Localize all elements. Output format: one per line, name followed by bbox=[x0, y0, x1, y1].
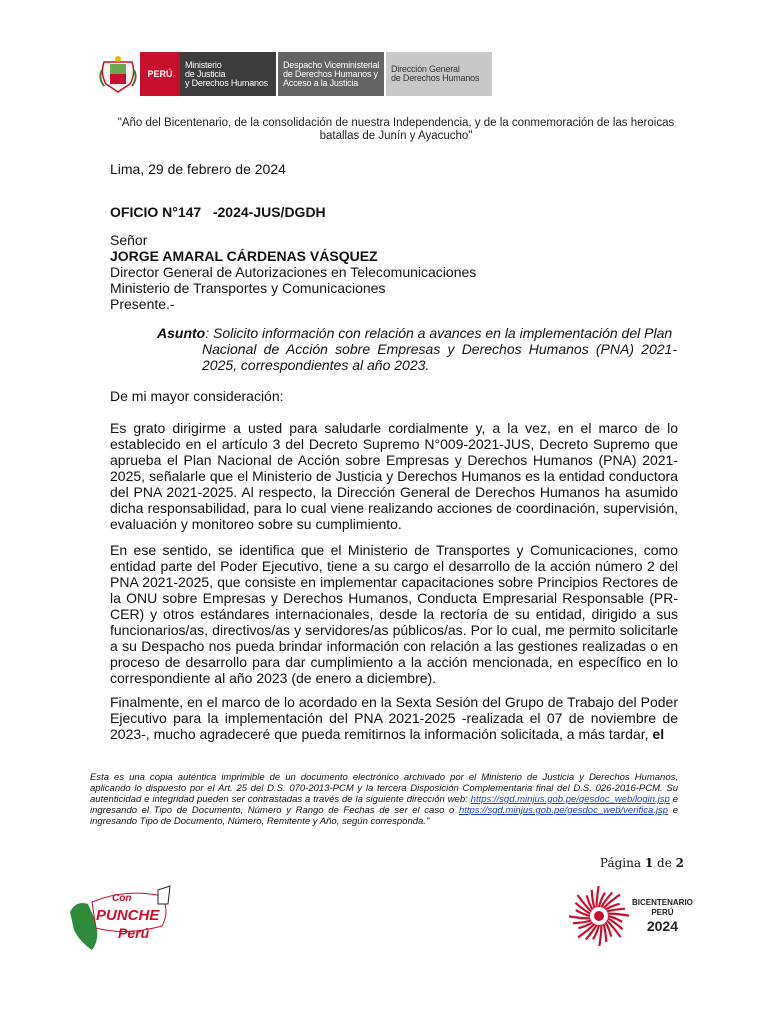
ministerio-line-3: y Derechos Humanos bbox=[185, 77, 268, 88]
authenticity-footnote bbox=[90, 772, 678, 827]
paragraph-1: Es grato dirigirme a usted para saludarle cordialmente y, a la vez, en el marco de lo establecido en el artículo 3 del Decreto Supremo N°009-2021-JUS, Decreto Supremo que aprueba el Plan Nacional de Acción sobre Empresas y Derechos Humanos (PNA) 2021-2025, señalarle que el Ministerio de Justicia y Derechos Humanos es la entidad conductora del PNA 2021-2025. Al respecto, la Dirección General de Derechos Humanos ha asumido dicha responsabilidad, para lo cual viene realizando acciones de coordinación, supervisión, evaluación y monitoreo sobre su cumplimiento. bbox=[110, 420, 678, 532]
swirl-ray bbox=[573, 921, 591, 924]
despacho-line-3: Acceso a la Justicia bbox=[283, 77, 359, 88]
salutation: Señor bbox=[110, 232, 148, 248]
bicentenario-year: 2024 bbox=[646, 918, 679, 934]
subject-label: Asunto bbox=[157, 325, 206, 341]
direccion-line-1: Dirección General bbox=[391, 64, 460, 74]
swirl-ray bbox=[604, 924, 607, 942]
bicentenario-logo bbox=[568, 880, 708, 952]
logo-punche: PUNCHE bbox=[96, 907, 160, 924]
despacho-block bbox=[278, 52, 384, 96]
direccion-block bbox=[386, 52, 492, 96]
direccion-line-2: de Derechos Humanos bbox=[391, 73, 480, 83]
despacho-line-2: de Derechos Humanos y bbox=[283, 68, 378, 79]
page-current: 1 bbox=[644, 856, 654, 870]
paragraph-2: En ese sentido, se identifica que el Ministerio de Transportes y Comunicaciones, como entidad parte del Poder Ejecutivo, tiene a su cargo el desarrollo de la acción número 2 del PNA 2021-2025, que consiste en implementar capacitaciones sobre Principios Rectores de la ONU sobre Empresas y Derechos Humanos, Conducta Empresarial Responsable (PR-CER) y otros estándares internacionales, desde la rectoría de su entidad, dirigido a sus funcionarios/as, directivos/as y servidores/as públicos/as. Por lo cual, me permito solicitarle a su Despacho nos pueda brindar información con relación a las gestiones realizadas o en proceso de desarrollo para dar cumplimiento a la acción mencionada, en específico en lo correspondiente al año 2023 (de enero a diciembre). bbox=[110, 542, 678, 686]
verifica-link[interactable]: https://sgd.minjus.gob.pe/gesdoc_web/verifica.jsp bbox=[458, 805, 669, 816]
page-total: 2 bbox=[675, 856, 684, 870]
swirl-ray bbox=[569, 916, 590, 918]
subject-block bbox=[157, 325, 677, 373]
recipient-name: JORGE AMARAL CÁRDENAS VÁSQUEZ bbox=[110, 248, 378, 264]
subject-text-cont: Nacional de Acción sobre Empresas y Derechos Humanos (PNA) 2021-2025, correspondientes al año 2023. bbox=[202, 341, 677, 373]
ministerio-line-2: de Justicia bbox=[185, 68, 226, 79]
swirl-ray bbox=[608, 914, 629, 916]
bicentenario-text bbox=[632, 898, 693, 934]
logo-peru: Perú bbox=[118, 925, 150, 941]
letter-date: Lima, 29 de febrero de 2024 bbox=[110, 161, 286, 177]
swirl-ray bbox=[607, 909, 625, 912]
paragraph-3-bold-end: el bbox=[652, 726, 665, 742]
year-motto: "Año del Bicentenario, de la consolidación de nuestra Independencia, y de la conmemoración de las heroicas batallas de Junín y Ayacucho" bbox=[117, 117, 675, 142]
bicentenario-word: BICENTENARIO bbox=[632, 898, 693, 907]
coat-of-arms-logo bbox=[96, 52, 140, 96]
page-of: de bbox=[657, 856, 672, 870]
despacho-line-1: Despacho Viceministerial bbox=[283, 59, 380, 70]
greeting: De mi mayor consideración: bbox=[110, 388, 284, 404]
footnote-part-3: e ingresando Tipo de Documento, Número, Remitente y Año, según corresponda." bbox=[90, 805, 678, 827]
swirl-ray bbox=[592, 890, 595, 908]
page-label: Página bbox=[599, 856, 641, 870]
page-number bbox=[600, 856, 684, 870]
recipient-title: Director General de Autorizaciones en Telecomunicaciones bbox=[110, 264, 477, 280]
bicentenario-peru: PERÚ bbox=[651, 908, 674, 917]
logo-con: Con bbox=[112, 893, 132, 904]
presente: Presente.- bbox=[110, 296, 175, 312]
footnote-part-1: Esta es una copia auténtica imprimible de un documento electrónico archivado por el Ministerio de Justicia y Derechos Humanos, aplicando lo dispuesto por el Art. 25 del D.S. 070-2013-PCM y la tercera Disposición Complementaria final del D.S. 026-2016-PCM. Su autenticidad e integridad pueden ser contrastadas a través de la siguiente dirección web: bbox=[90, 772, 678, 805]
ministerio-line-1: Ministerio bbox=[185, 59, 222, 70]
paragraph-3 bbox=[110, 694, 678, 742]
paragraph-3-text: Finalmente, en el marco de lo acordado en la Sexta Sesión del Grupo de Trabajo del Poder Ejecutivo para la implementación del PNA 2021-2025 -realizada el 07 de noviembre de 2023-, mucho agradeceré que pueda remitirnos la información solicitada, a más tardar, bbox=[110, 694, 678, 742]
oficio-number: OFICIO N°147 -2024-JUS/DGDH bbox=[110, 204, 326, 220]
ministerio-block bbox=[180, 52, 276, 96]
subject-text: : Solicito información con relación a avances en la implementación del Plan bbox=[205, 325, 673, 341]
recipient-ministry: Ministerio de Transportes y Comunicaciones bbox=[110, 280, 386, 296]
swirl-ray bbox=[597, 886, 599, 907]
footnote-part-2: e ingresando el Tipo de Documento, Número y Rango de Fechas de ser el caso o bbox=[90, 794, 678, 816]
login-link[interactable]: https://sgd.minjus.gob.pe/gesdoc_web/login.jsp bbox=[470, 794, 670, 805]
institutional-header bbox=[96, 52, 492, 96]
peru-label: PERÚ bbox=[140, 52, 180, 96]
con-punche-peru-logo bbox=[66, 882, 176, 954]
bicentenario-swirl-icon bbox=[568, 880, 630, 952]
swirl-ray bbox=[599, 925, 601, 946]
